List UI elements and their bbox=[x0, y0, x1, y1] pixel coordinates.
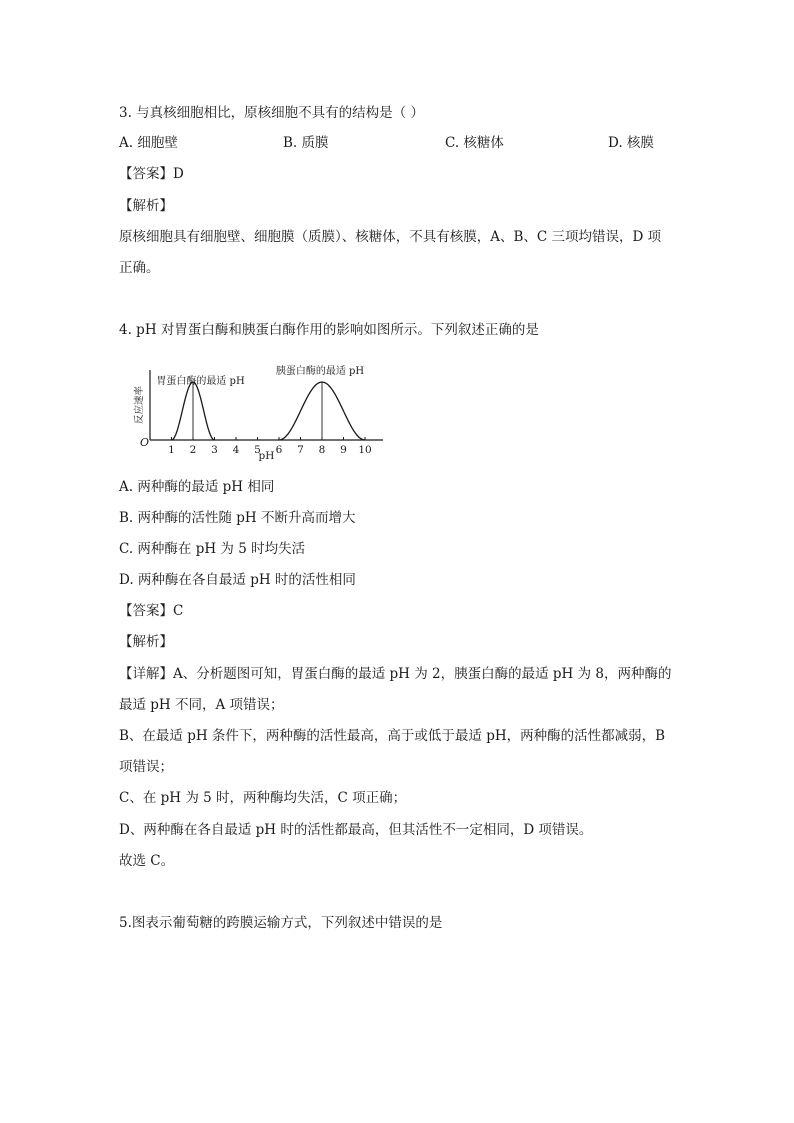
series-label-1: 胃蛋白酶的最适 pH bbox=[156, 376, 245, 387]
q4-detail-line-7: 故选 C。 bbox=[119, 853, 175, 869]
y-axis-label: 反应速率 bbox=[134, 385, 145, 425]
x-tick-label-5: 5 bbox=[254, 444, 261, 456]
x-tick-label-6: 6 bbox=[275, 444, 283, 456]
q3-option-b: B. 质膜 bbox=[283, 135, 329, 151]
series-label-2: 胰蛋白酶的最适 pH bbox=[275, 366, 365, 377]
q3-answer: 【答案】D bbox=[119, 166, 184, 182]
q3-option-c: C. 核糖体 bbox=[445, 135, 504, 151]
x-tick-label-4: 4 bbox=[232, 444, 240, 456]
q3-analysis-line-2: 正确。 bbox=[119, 260, 160, 276]
q3-analysis-label: 【解析】 bbox=[119, 198, 173, 214]
q4-question: 4. pH 对胃蛋白酶和胰蛋白酶作用的影响如图所示。下列叙述正确的是 bbox=[119, 322, 539, 338]
ph-enzyme-graph bbox=[128, 362, 388, 462]
x-tick-label-1: 1 bbox=[168, 444, 175, 456]
q4-option-a: A. 两种酶的最适 pH 相同 bbox=[119, 479, 275, 495]
q4-option-c: C. 两种酶在 pH 为 5 时均失活 bbox=[119, 541, 306, 557]
origin-label: O bbox=[140, 436, 150, 449]
x-tick-label-2: 2 bbox=[189, 444, 197, 456]
x-tick-label-7: 7 bbox=[297, 444, 304, 456]
graph-curves bbox=[172, 382, 366, 440]
q3-question: 3. 与真核细胞相比，原核细胞不具有的结构是（ ） bbox=[119, 105, 424, 121]
x-tick-label-8: 8 bbox=[318, 444, 326, 456]
q4-option-d: D. 两种酶在各自最适 pH 时的活性相同 bbox=[119, 572, 356, 588]
q4-detail-line-5: C、在 pH 为 5 时，两种酶均失活，C 项正确； bbox=[119, 790, 407, 806]
q4-detail-line-4: 项错误； bbox=[119, 759, 173, 775]
q4-option-b: B. 两种酶的活性随 pH 不断升高而增大 bbox=[119, 510, 356, 526]
q4-detail-line-6: D、两种酶在各自最适 pH 时的活性都最高，但其活性不一定相同，D 项错误。 bbox=[119, 822, 593, 838]
x-tick-label-3: 3 bbox=[211, 444, 218, 456]
x-tick-label-10: 10 bbox=[358, 444, 372, 456]
q4-answer: 【答案】C bbox=[119, 603, 184, 619]
q4-analysis-label: 【解析】 bbox=[119, 634, 173, 650]
x-tick-label-9: 9 bbox=[340, 444, 347, 456]
q3-option-a: A. 细胞壁 bbox=[119, 135, 178, 151]
graph-labels bbox=[133, 364, 372, 462]
q3-option-d: D. 核膜 bbox=[608, 135, 654, 151]
q5-question: 5.图表示葡萄糖的跨膜运输方式，下列叙述中错误的是 bbox=[119, 915, 443, 931]
x-axis-label: pH bbox=[258, 450, 275, 462]
q4-detail-line-2: 最适 pH 不同，A 项错误； bbox=[119, 697, 284, 713]
q4-detail-line-1: 【详解】A、分析题图可知，胃蛋白酶的最适 pH 为 2，胰蛋白酶的最适 pH 为 8，两种酶的 bbox=[119, 666, 672, 682]
q3-analysis-line-1: 原核细胞具有细胞壁、细胞膜（质膜）、核糖体，不具有核膜，A、B、C 三项均错误，D 项 bbox=[119, 229, 662, 245]
q4-detail-line-3: B、在最适 pH 条件下，两种酶的活性最高，高于或低于最适 pH，两种酶的活性都减弱，B bbox=[119, 728, 666, 744]
